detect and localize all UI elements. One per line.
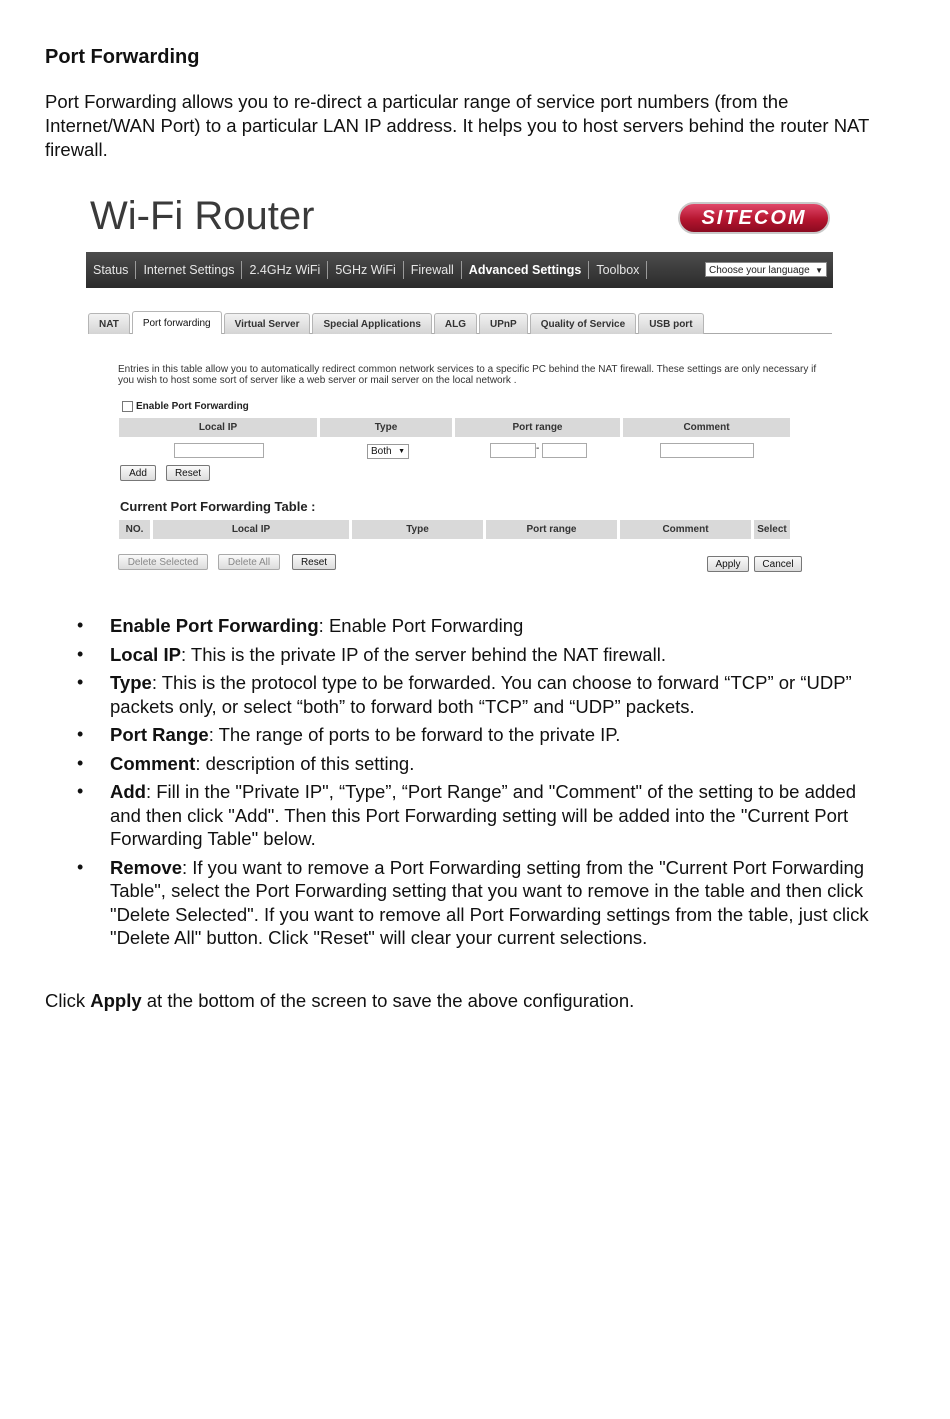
col-type: Type: [352, 520, 483, 539]
nav-toolbox[interactable]: Toolbox: [589, 261, 647, 279]
nav-internet-settings[interactable]: Internet Settings: [136, 261, 242, 279]
col-select: Select: [754, 520, 790, 539]
delete-selected-button[interactable]: Delete Selected: [118, 554, 208, 570]
header-port-range: Port range: [455, 418, 620, 437]
chevron-down-icon: ▼: [398, 448, 405, 455]
col-port-range: Port range: [486, 520, 617, 539]
tab-quality-of-service[interactable]: Quality of Service: [530, 313, 636, 334]
type-select[interactable]: [367, 444, 409, 459]
chevron-down-icon: ▼: [815, 266, 823, 275]
tab-upnp[interactable]: UPnP: [479, 313, 528, 334]
list-item: • Port Range: The range of ports to be forward to the private IP.: [45, 723, 875, 747]
footer-note: Click Apply at the bottom of the screen to save the above configuration.: [45, 990, 635, 1011]
current-table-title: Current Port Forwarding Table :: [120, 499, 316, 514]
col-no: NO.: [119, 520, 150, 539]
nav-5ghz-wifi[interactable]: 5GHz WiFi: [328, 261, 403, 279]
settings-description: Entries in this table allow you to automatically redirect common network services to a specific PC behind the NAT firewall. These settings are only necessary if you wish to host some sort of server like a web server or mail server on the local network .: [118, 364, 817, 386]
add-button[interactable]: Add: [120, 465, 156, 481]
local-ip-input[interactable]: [174, 443, 264, 458]
col-local-ip: Local IP: [153, 520, 349, 539]
main-nav: [86, 252, 833, 288]
table-header-row: [119, 520, 793, 539]
list-item: • Add: Fill in the "Private IP", “Type”, “Port Range” and "Comment" of the setting to be added and then click "Add". Then this Port Forwarding setting will be added into the "Current Port Forwarding Table" below.: [45, 780, 875, 851]
language-select-label: Choose your language: [709, 265, 810, 276]
list-item: • Type: This is the protocol type to be forwarded. You can choose to forward “TCP” or “UDP” packets only, or select “both” to forward both “TCP” and “UDP” packets.: [45, 671, 875, 718]
reset-form-button[interactable]: Reset: [166, 465, 210, 481]
router-title: Wi-Fi Router: [90, 194, 315, 238]
enable-port-forwarding-row: [122, 401, 249, 412]
sitecom-logo: SITECOM: [678, 202, 830, 234]
list-item: • Remove: If you want to remove a Port Forwarding setting from the "Current Port Forwarding Table", select the Port Forwarding setting that you want to remove in the table and then click "Delete Selected". If you want to remove all Port Forwarding settings from the table, just click "Delete All" button. Click "Reset" will clear your current selections.: [45, 856, 875, 950]
header-type: Type: [320, 418, 452, 437]
field-description-list: [45, 614, 875, 955]
list-item: • Comment: description of this setting.: [45, 752, 875, 776]
cancel-button[interactable]: Cancel: [754, 556, 802, 572]
header-comment: Comment: [623, 418, 790, 437]
header-local-ip: Local IP: [119, 418, 317, 437]
tab-special-applications[interactable]: Special Applications: [312, 313, 431, 334]
tab-port-forwarding[interactable]: Port forwarding: [132, 311, 222, 334]
col-comment: Comment: [620, 520, 751, 539]
comment-input[interactable]: [660, 443, 754, 458]
reset-table-button[interactable]: Reset: [292, 554, 336, 570]
nav-status[interactable]: Status: [86, 261, 136, 279]
enable-checkbox[interactable]: [122, 401, 133, 412]
tab-virtual-server[interactable]: Virtual Server: [224, 313, 311, 334]
nav-firewall[interactable]: Firewall: [404, 261, 462, 279]
delete-all-button[interactable]: Delete All: [218, 554, 280, 570]
list-item: • Local IP: This is the private IP of the server behind the NAT firewall.: [45, 643, 875, 667]
language-select[interactable]: [705, 262, 827, 277]
nav-24ghz-wifi[interactable]: 2.4GHz WiFi: [242, 261, 328, 279]
tab-bar: [88, 312, 832, 334]
form-header-row: [119, 418, 793, 437]
intro-paragraph: Port Forwarding allows you to re-direct a particular range of service port numbers (from the Internet/WAN Port) to a particular LAN IP address. It helps you to host servers behind the router NAT firewall.: [45, 91, 869, 160]
port-start-input[interactable]: [490, 443, 536, 458]
tab-alg[interactable]: ALG: [434, 313, 477, 334]
enable-label: Enable Port Forwarding: [136, 401, 249, 412]
range-dash: -: [536, 443, 540, 454]
list-item: • Enable Port Forwarding: Enable Port Forwarding: [45, 614, 875, 638]
page-title: Port Forwarding: [45, 46, 200, 68]
type-select-value: Both: [371, 446, 392, 457]
port-end-input[interactable]: [542, 443, 587, 458]
apply-button[interactable]: Apply: [707, 556, 749, 572]
nav-advanced-settings[interactable]: Advanced Settings: [462, 261, 590, 279]
tab-nat[interactable]: NAT: [88, 313, 130, 334]
router-screenshot: [86, 190, 833, 580]
tab-usb-port[interactable]: USB port: [638, 313, 703, 334]
